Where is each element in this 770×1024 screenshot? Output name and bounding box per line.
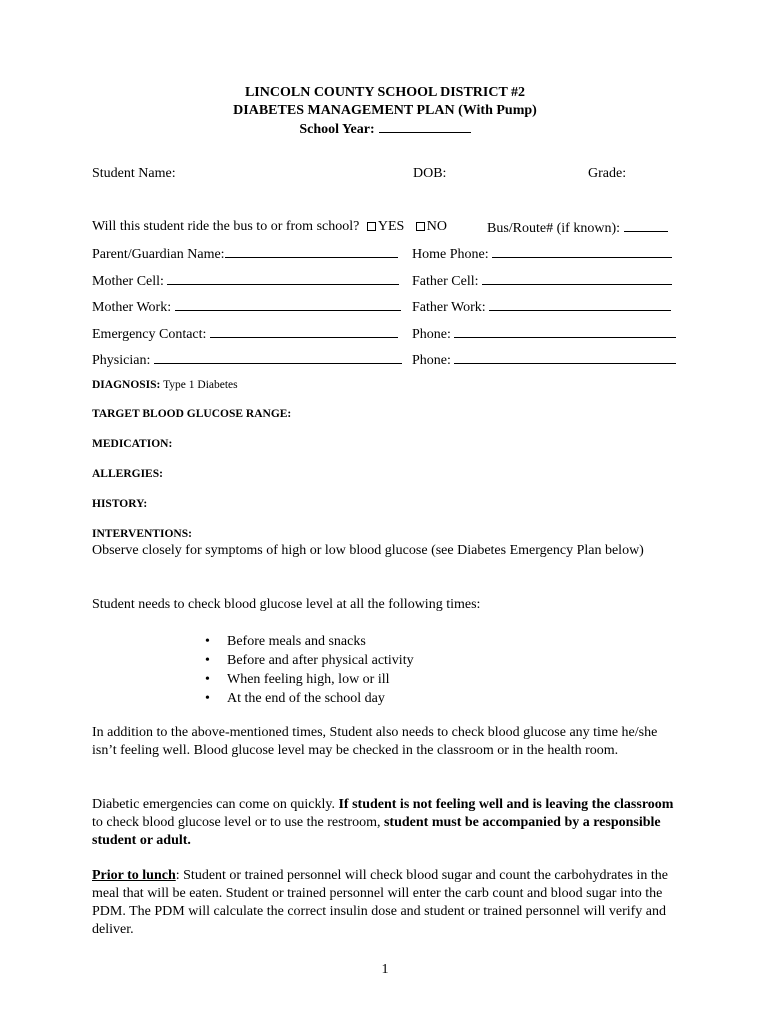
grade-label: Grade: bbox=[588, 166, 627, 181]
plan-title: DIABETES MANAGEMENT PLAN (With Pump) bbox=[233, 103, 537, 118]
emergency-contact-label: Emergency Contact: bbox=[92, 327, 207, 342]
diagnosis-line bbox=[92, 378, 238, 392]
diagnosis-label: DIAGNOSIS: bbox=[92, 379, 161, 391]
father-work-line bbox=[412, 297, 671, 317]
list-item: • Before and after physical activity bbox=[205, 651, 414, 670]
parent-label: Parent/Guardian Name: bbox=[92, 247, 225, 262]
check-intro-paragraph: Student needs to check blood glucose level at all the following times: bbox=[92, 597, 481, 612]
history-label: HISTORY: bbox=[92, 498, 148, 510]
interventions-line bbox=[92, 527, 192, 541]
bus-route-field[interactable] bbox=[624, 218, 668, 232]
emergency-text-1: Diabetic emergencies can come on quickly. bbox=[92, 797, 339, 812]
no-label: NO bbox=[426, 219, 448, 234]
father-cell-field[interactable] bbox=[482, 271, 672, 285]
physician-label: Physician: bbox=[92, 353, 151, 368]
history-line bbox=[92, 497, 147, 511]
emergency-bold-1: If student is not feeling well and is leaving the classroom bbox=[338, 797, 674, 812]
emergency-contact-field[interactable] bbox=[210, 324, 398, 338]
district-title: LINCOLN COUNTY SCHOOL DISTRICT #2 bbox=[244, 85, 526, 100]
medication-line bbox=[92, 437, 172, 451]
bus-question-line bbox=[92, 218, 447, 236]
bus-route-line bbox=[487, 218, 668, 238]
parent-field[interactable] bbox=[225, 244, 398, 258]
additional-paragraph: In addition to the above-mentioned times, Student also needs to check blood glucose any time he/she isn’t feeling well. Blood glucose level may be checked in the classroom or in the health room. bbox=[92, 725, 658, 758]
father-cell-line bbox=[412, 271, 672, 291]
bus-route-label: Bus/Route# (if known): bbox=[487, 221, 620, 236]
lunch-label: Prior to lunch bbox=[92, 868, 176, 883]
diagnosis-value: Type 1 Diabetes bbox=[163, 379, 238, 391]
lunch-text: : Student or trained personnel will check blood sugar and count the carbohydrates in the meal that will be eaten. Student or trained personnel will enter the carb count and blood sugar into the PDM. The PDM will calculate the correct insulin dose and student or trained personnel will verify and deliver. bbox=[92, 868, 668, 937]
emergency-phone-field[interactable] bbox=[454, 324, 676, 338]
yes-checkbox[interactable] bbox=[367, 222, 376, 231]
list-item: • When feeling high, low or ill bbox=[205, 670, 414, 689]
interventions-label: INTERVENTIONS: bbox=[92, 528, 192, 540]
dob-label: DOB: bbox=[413, 166, 447, 181]
list-item: • At the end of the school day bbox=[205, 689, 414, 708]
parent-line bbox=[92, 244, 398, 264]
mother-cell-label: Mother Cell: bbox=[92, 274, 164, 289]
medication-label: MEDICATION: bbox=[92, 438, 173, 450]
physician-field[interactable] bbox=[154, 350, 402, 364]
physician-phone-line bbox=[412, 350, 676, 370]
mother-cell-field[interactable] bbox=[167, 271, 399, 285]
emergency-phone-label: Phone: bbox=[412, 327, 451, 342]
yes-label: YES bbox=[377, 219, 405, 234]
father-work-label: Father Work: bbox=[412, 300, 486, 315]
lunch-paragraph bbox=[92, 867, 682, 939]
target-range-label: TARGET BLOOD GLUCOSE RANGE: bbox=[92, 408, 292, 420]
physician-phone-field[interactable] bbox=[454, 350, 676, 364]
school-year-line bbox=[0, 120, 770, 139]
allergies-label: ALLERGIES: bbox=[92, 468, 163, 480]
check-times-list bbox=[205, 632, 414, 708]
list-item: • Before meals and snacks bbox=[205, 632, 414, 651]
student-name-label: Student Name: bbox=[92, 166, 176, 181]
mother-work-label: Mother Work: bbox=[92, 300, 172, 315]
document-header bbox=[0, 84, 770, 139]
target-range-line bbox=[92, 407, 291, 421]
home-phone-field[interactable] bbox=[492, 244, 672, 258]
mother-work-line bbox=[92, 297, 401, 317]
father-work-field[interactable] bbox=[489, 297, 671, 311]
observe-paragraph: Observe closely for symptoms of high or low blood glucose (see Diabetes Emergency Plan below) bbox=[92, 543, 644, 558]
home-phone-label: Home Phone: bbox=[412, 247, 489, 262]
mother-work-field[interactable] bbox=[175, 297, 401, 311]
school-year-field[interactable] bbox=[379, 120, 471, 133]
no-checkbox[interactable] bbox=[416, 222, 425, 231]
mother-cell-line bbox=[92, 271, 399, 291]
emergency-text-2: to check blood glucose level or to use the restroom, bbox=[92, 815, 384, 830]
school-year-label: School Year: bbox=[299, 122, 375, 137]
page-number: 1 bbox=[381, 962, 389, 977]
home-phone-line bbox=[412, 244, 672, 264]
physician-phone-label: Phone: bbox=[412, 353, 451, 368]
emergency-phone-line bbox=[412, 324, 676, 344]
emergency-paragraph bbox=[92, 796, 682, 850]
bus-question: Will this student ride the bus to or from school? bbox=[92, 219, 360, 234]
physician-line bbox=[92, 350, 402, 370]
emergency-bold-2: student must be accompanied by a responsible student or adult. bbox=[92, 815, 661, 848]
allergies-line bbox=[92, 467, 163, 481]
father-cell-label: Father Cell: bbox=[412, 274, 479, 289]
emergency-contact-line bbox=[92, 324, 398, 344]
